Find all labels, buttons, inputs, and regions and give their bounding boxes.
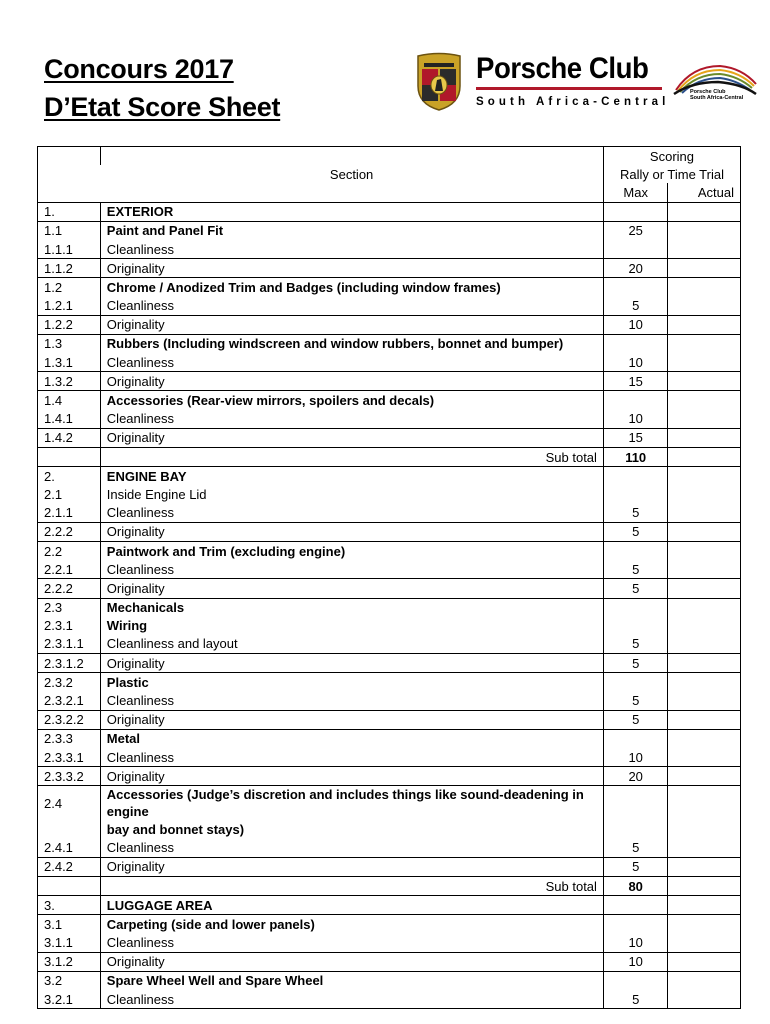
item-number: 1.3.1 — [38, 353, 101, 372]
item-actual-score-cell[interactable] — [668, 654, 741, 673]
item-number: 3.1.1 — [38, 934, 101, 953]
item-actual-score-cell[interactable] — [668, 334, 741, 353]
score-row — [38, 952, 741, 971]
item-number: 2.2.1 — [38, 560, 101, 579]
item-description: Mechanicals — [100, 598, 603, 617]
item-max-score: 10 — [603, 353, 667, 372]
score-row — [38, 334, 741, 353]
car-logo-line-2: South Africa-Central — [690, 95, 744, 101]
actual-header: Actual — [668, 183, 741, 202]
score-row — [38, 522, 741, 541]
item-max-score: 5 — [603, 504, 667, 523]
item-max-score: 5 — [603, 522, 667, 541]
item-max-score: 5 — [603, 691, 667, 710]
item-description: Cleanliness — [100, 353, 603, 372]
item-description: Plastic — [100, 673, 603, 692]
score-row — [38, 541, 741, 560]
item-actual-score-cell[interactable] — [668, 297, 741, 316]
item-max-score: 25 — [603, 221, 667, 240]
item-number: 1.1.2 — [38, 259, 101, 278]
score-row — [38, 820, 741, 838]
item-number: 3.2 — [38, 971, 101, 990]
item-description: ENGINE BAY — [100, 467, 603, 486]
brand-name: Porsche Club — [476, 52, 649, 85]
item-number: 2.2 — [38, 541, 101, 560]
item-actual-score-cell[interactable] — [668, 259, 741, 278]
item-max-score: 5 — [603, 579, 667, 598]
item-description: Rubbers (Including windscreen and window rubbers, bonnet and bumper) — [100, 334, 603, 353]
item-actual-score-cell[interactable] — [668, 315, 741, 334]
item-actual-score-cell[interactable] — [668, 839, 741, 858]
scoring-header: Scoring — [603, 147, 740, 166]
subtotal-row — [38, 876, 741, 895]
score-row — [38, 748, 741, 767]
item-actual-score-cell[interactable] — [668, 428, 741, 447]
item-max-score — [603, 598, 667, 617]
item-number: 2.4.1 — [38, 839, 101, 858]
item-actual-score-cell[interactable] — [668, 820, 741, 838]
item-description: Cleanliness — [100, 839, 603, 858]
item-actual-score-cell[interactable] — [668, 240, 741, 259]
item-actual-score-cell[interactable] — [668, 410, 741, 429]
score-row — [38, 467, 741, 486]
car-logo-text — [690, 89, 743, 101]
max-header: Max — [603, 183, 667, 202]
score-row — [38, 990, 741, 1009]
item-actual-score-cell[interactable] — [668, 915, 741, 934]
item-actual-score-cell[interactable] — [668, 617, 741, 635]
item-number: 2.3.1.2 — [38, 654, 101, 673]
item-actual-score-cell[interactable] — [668, 673, 741, 692]
title-line-2: D’Etat Score Sheet — [44, 92, 281, 122]
score-row — [38, 259, 741, 278]
item-actual-score-cell[interactable] — [668, 748, 741, 767]
car-logo-line-1: Porsche Club — [690, 89, 726, 95]
item-description: Originality — [100, 315, 603, 334]
brand-block — [476, 52, 669, 108]
item-max-score — [603, 729, 667, 748]
section-header: Section — [100, 165, 603, 183]
item-max-score — [603, 915, 667, 934]
score-row — [38, 579, 741, 598]
item-actual-score-cell[interactable] — [668, 541, 741, 560]
item-description: Paintwork and Trim (excluding engine) — [100, 541, 603, 560]
item-description: Originality — [100, 654, 603, 673]
item-actual-score-cell[interactable] — [668, 221, 741, 240]
header-row-2 — [38, 165, 741, 183]
score-row — [38, 278, 741, 297]
item-number: 1.1 — [38, 221, 101, 240]
item-max-score: 15 — [603, 372, 667, 391]
item-actual-score-cell[interactable] — [668, 729, 741, 748]
score-row — [38, 598, 741, 617]
score-row — [38, 410, 741, 429]
item-number: 1.4.2 — [38, 428, 101, 447]
item-number: 2.3.3.1 — [38, 748, 101, 767]
subtotal-label: Sub total — [100, 876, 603, 895]
score-row — [38, 654, 741, 673]
score-row — [38, 617, 741, 635]
item-actual-score-cell[interactable] — [668, 971, 741, 990]
item-number: 1.3 — [38, 334, 101, 353]
item-max-score — [603, 202, 667, 221]
item-actual-score-cell[interactable] — [668, 579, 741, 598]
item-number — [38, 820, 101, 838]
item-actual-score-cell[interactable] — [668, 767, 741, 786]
item-max-score: 5 — [603, 560, 667, 579]
score-row — [38, 504, 741, 523]
item-description: Paint and Panel Fit — [100, 221, 603, 240]
score-row — [38, 635, 741, 654]
item-description: EXTERIOR — [100, 202, 603, 221]
score-row — [38, 560, 741, 579]
item-description: Cleanliness — [100, 691, 603, 710]
score-row — [38, 729, 741, 748]
score-row — [38, 971, 741, 990]
item-description: Spare Wheel Well and Spare Wheel — [100, 971, 603, 990]
score-row — [38, 915, 741, 934]
item-actual-score-cell[interactable] — [668, 952, 741, 971]
item-number: 1.3.2 — [38, 372, 101, 391]
item-number: 3. — [38, 896, 101, 915]
item-actual-score-cell[interactable] — [668, 598, 741, 617]
item-max-score: 5 — [603, 839, 667, 858]
score-row — [38, 315, 741, 334]
item-actual-score-cell[interactable] — [668, 522, 741, 541]
score-row — [38, 691, 741, 710]
score-row — [38, 485, 741, 503]
item-description: Metal — [100, 729, 603, 748]
brand-subtitle: South Africa-Central — [476, 96, 670, 108]
item-number: 2.3.1 — [38, 617, 101, 635]
item-max-score — [603, 278, 667, 297]
score-row — [38, 391, 741, 410]
item-max-score — [603, 391, 667, 410]
item-number: 3.1.2 — [38, 952, 101, 971]
item-number: 2.4.2 — [38, 857, 101, 876]
item-description: Cleanliness — [100, 504, 603, 523]
score-row — [38, 857, 741, 876]
item-max-score: 5 — [603, 654, 667, 673]
item-max-score: 10 — [603, 934, 667, 953]
score-row — [38, 710, 741, 729]
item-actual-score-cell[interactable] — [668, 353, 741, 372]
score-row — [38, 221, 741, 240]
header-row-1 — [38, 147, 741, 166]
item-actual-score-cell[interactable] — [668, 635, 741, 654]
item-max-score — [603, 617, 667, 635]
score-row — [38, 372, 741, 391]
item-actual-score-cell[interactable] — [668, 391, 741, 410]
item-description: Cleanliness — [100, 748, 603, 767]
item-number: 3.1 — [38, 915, 101, 934]
item-number: 2. — [38, 467, 101, 486]
item-number: 1. — [38, 202, 101, 221]
score-row — [38, 896, 741, 915]
item-max-score — [603, 485, 667, 503]
item-max-score: 10 — [603, 410, 667, 429]
item-max-score — [603, 896, 667, 915]
item-number: 1.1.1 — [38, 240, 101, 259]
item-description: Originality — [100, 428, 603, 447]
score-row — [38, 202, 741, 221]
item-description: Accessories (Judge’s discretion and includes things like sound-deadening in engine — [100, 786, 603, 821]
score-row — [38, 240, 741, 259]
score-row — [38, 673, 741, 692]
item-description: Originality — [100, 522, 603, 541]
item-number: 2.1.1 — [38, 504, 101, 523]
item-description: Cleanliness — [100, 990, 603, 1009]
item-description: Originality — [100, 952, 603, 971]
item-actual-score-cell[interactable] — [668, 786, 741, 821]
item-actual-score-cell[interactable] — [668, 691, 741, 710]
item-description: Originality — [100, 857, 603, 876]
score-table — [37, 146, 741, 1009]
item-actual-score-cell[interactable] — [668, 202, 741, 221]
item-max-score: 10 — [603, 748, 667, 767]
item-number: 2.3.2 — [38, 673, 101, 692]
item-number: 2.3.3.2 — [38, 767, 101, 786]
item-number: 1.2 — [38, 278, 101, 297]
score-row — [38, 428, 741, 447]
item-max-score — [603, 786, 667, 821]
item-max-score — [603, 673, 667, 692]
item-number: 1.4 — [38, 391, 101, 410]
title-line-1: Concours 2017 — [44, 54, 234, 84]
score-row — [38, 353, 741, 372]
porsche-crest-logo — [414, 52, 464, 112]
score-row — [38, 297, 741, 316]
item-description: Cleanliness and layout — [100, 635, 603, 654]
item-number: 2.3.1.1 — [38, 635, 101, 654]
item-number: 2.3 — [38, 598, 101, 617]
item-actual-score-cell[interactable] — [668, 560, 741, 579]
item-number: 2.4 — [38, 786, 101, 821]
item-number: 1.2.1 — [38, 297, 101, 316]
item-description: Inside Engine Lid — [100, 485, 603, 503]
item-description: LUGGAGE AREA — [100, 896, 603, 915]
item-max-score: 5 — [603, 857, 667, 876]
subtotal-row — [38, 448, 741, 467]
item-actual-score-cell[interactable] — [668, 485, 741, 503]
item-description: Cleanliness — [100, 934, 603, 953]
item-actual-score-cell[interactable] — [668, 896, 741, 915]
item-max-score — [603, 971, 667, 990]
score-row — [38, 839, 741, 858]
page-title — [44, 50, 280, 126]
item-actual-score-cell[interactable] — [668, 278, 741, 297]
subtotal-label: Sub total — [100, 448, 603, 467]
item-actual-score-cell[interactable] — [668, 504, 741, 523]
item-description: Cleanliness — [100, 560, 603, 579]
item-description: Carpeting (side and lower panels) — [100, 915, 603, 934]
header-row-3 — [38, 183, 741, 202]
item-description: Cleanliness — [100, 240, 603, 259]
item-max-score: 5 — [603, 297, 667, 316]
item-description: Chrome / Anodized Trim and Badges (including window frames) — [100, 278, 603, 297]
item-max-score: 20 — [603, 259, 667, 278]
item-actual-score-cell[interactable] — [668, 710, 741, 729]
item-actual-score-cell[interactable] — [668, 857, 741, 876]
item-description: Accessories (Rear-view mirrors, spoilers and decals) — [100, 391, 603, 410]
score-row — [38, 767, 741, 786]
item-max-score: 15 — [603, 428, 667, 447]
item-number: 2.3.3 — [38, 729, 101, 748]
subtotal-actual-cell[interactable] — [668, 876, 741, 895]
item-description: Originality — [100, 579, 603, 598]
item-number: 2.3.2.2 — [38, 710, 101, 729]
item-description: Cleanliness — [100, 297, 603, 316]
item-description: Originality — [100, 259, 603, 278]
score-row — [38, 786, 741, 821]
score-table-body — [38, 147, 741, 1009]
subtotal-actual-cell[interactable] — [668, 448, 741, 467]
brand-divider — [476, 87, 662, 90]
item-number: 2.2.2 — [38, 579, 101, 598]
event-header: Rally or Time Trial — [603, 165, 740, 183]
item-number: 2.2.2 — [38, 522, 101, 541]
item-max-score: 5 — [603, 990, 667, 1009]
item-max-score — [603, 467, 667, 486]
item-description: Cleanliness — [100, 410, 603, 429]
item-number: 1.4.1 — [38, 410, 101, 429]
item-description: bay and bonnet stays) — [100, 820, 603, 838]
item-actual-score-cell[interactable] — [668, 934, 741, 953]
item-description: Originality — [100, 710, 603, 729]
item-actual-score-cell[interactable] — [668, 372, 741, 391]
item-max-score: 5 — [603, 710, 667, 729]
item-max-score — [603, 541, 667, 560]
item-description: Originality — [100, 767, 603, 786]
item-max-score — [603, 820, 667, 838]
subtotal-max: 110 — [603, 448, 667, 467]
item-max-score — [603, 334, 667, 353]
item-actual-score-cell[interactable] — [668, 467, 741, 486]
item-description: Originality — [100, 372, 603, 391]
score-row — [38, 934, 741, 953]
subtotal-max: 80 — [603, 876, 667, 895]
item-actual-score-cell[interactable] — [668, 990, 741, 1009]
item-number: 2.1 — [38, 485, 101, 503]
item-max-score: 20 — [603, 767, 667, 786]
item-description: Wiring — [100, 617, 603, 635]
item-number: 3.2.1 — [38, 990, 101, 1009]
item-max-score: 10 — [603, 315, 667, 334]
item-max-score: 5 — [603, 635, 667, 654]
item-number: 1.2.2 — [38, 315, 101, 334]
item-max-score: 10 — [603, 952, 667, 971]
item-max-score — [603, 240, 667, 259]
item-number: 2.3.2.1 — [38, 691, 101, 710]
